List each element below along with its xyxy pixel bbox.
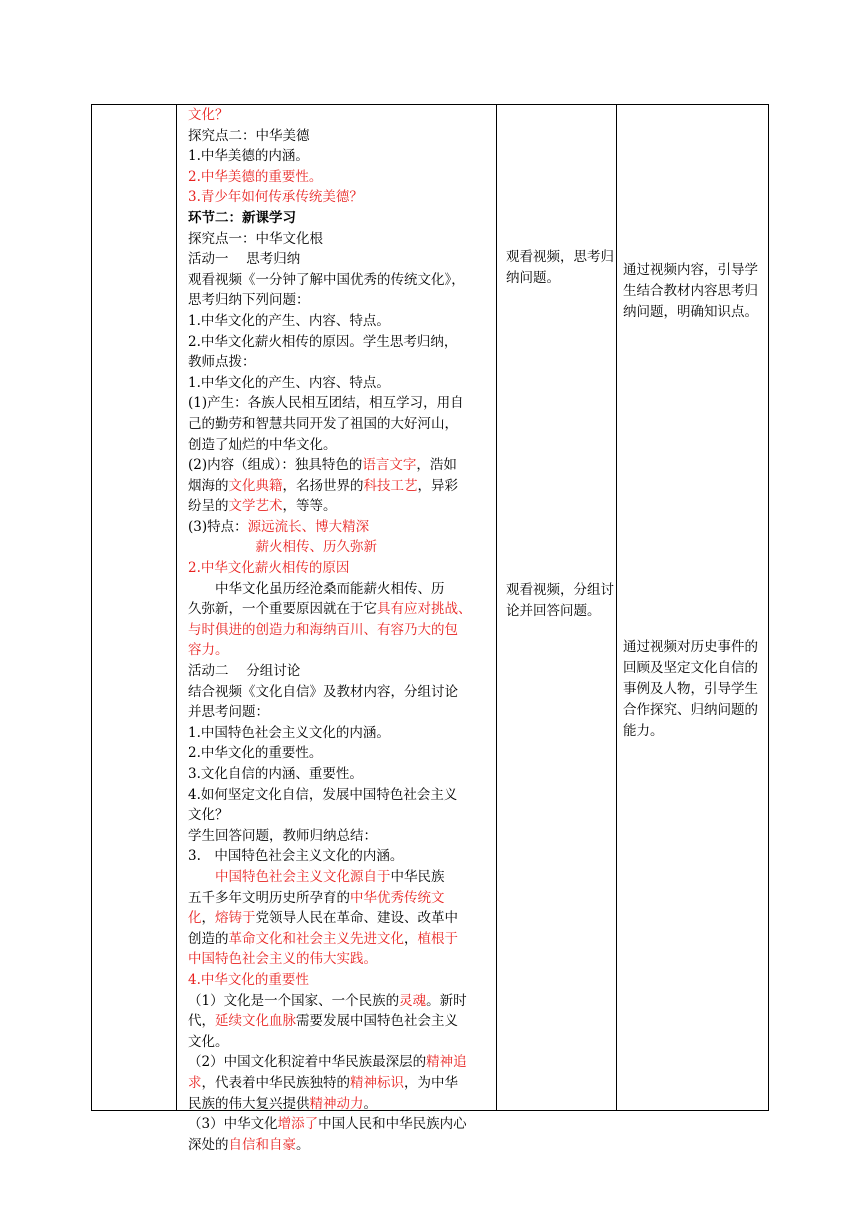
text-segment: ，浩如 — [416, 457, 457, 474]
content-line — [188, 826, 498, 847]
content-line — [188, 640, 498, 661]
content-line — [188, 311, 498, 332]
content-line — [188, 537, 498, 558]
content-line — [188, 867, 498, 888]
text-segment: (2)内容（组成）：独具特色的 — [188, 457, 363, 474]
text-segment: 中国特色社会主义的伟大实践。 — [188, 951, 377, 968]
text-segment: 革命文化和社会主义先进文化 — [228, 930, 404, 947]
text-segment: 1.中华美德的内涵。 — [188, 148, 309, 165]
content-line — [188, 517, 498, 538]
content-line — [188, 805, 498, 826]
text-segment: 活动二 分组讨论 — [188, 663, 301, 680]
text-segment: （3）中华文化 — [188, 1116, 278, 1133]
text-segment: 中华文化虽历经沧桑而能薪火相传、历 — [188, 580, 445, 597]
text-segment: 五千多年文明历史所孕育的 — [188, 889, 350, 906]
text-segment — [188, 539, 256, 555]
text-segment: 具有应对挑战、 — [377, 601, 472, 618]
student-activity-cell-1 — [506, 247, 614, 289]
content-line — [188, 352, 498, 373]
content-line — [188, 1052, 498, 1073]
text-segment: 1.中国特色社会主义文化的内涵。 — [188, 724, 390, 741]
text-segment: 科技工艺 — [363, 477, 418, 494]
column-divider-3 — [616, 105, 617, 1110]
text-segment: 创造了灿烂的中华文化。 — [188, 436, 337, 453]
text-segment: 1.中华文化的产生、内容、特点。 — [188, 312, 390, 329]
text-segment: 自信和自豪 — [228, 1136, 296, 1153]
text-segment: 代， — [188, 1013, 215, 1030]
content-line — [188, 949, 498, 970]
content-line — [188, 414, 498, 435]
content-line — [188, 991, 498, 1012]
text-segment: 与时俱进的创造力和海纳百川、有容乃大的包 — [188, 621, 458, 638]
content-line — [188, 579, 498, 600]
text-segment: 文化？ — [188, 107, 229, 123]
content-line — [188, 929, 498, 950]
text-segment: （2）中国文化积淀着中华民族最深层的 — [188, 1054, 427, 1071]
design-intent-text-1: 通过视频内容，引导学生结合教材内容思考归纳问题，明确知识点。 — [623, 262, 758, 320]
column-divider-1 — [176, 105, 177, 1110]
content-line — [188, 1094, 498, 1115]
text-segment: ，等等。 — [282, 498, 337, 515]
text-segment: 民族的伟大复兴提供 — [188, 1095, 310, 1112]
text-segment: 活动一 思考归纳 — [188, 251, 301, 268]
text-segment: 容力。 — [188, 642, 229, 659]
text-segment: ，异彩 — [417, 477, 458, 494]
text-segment: 4.中华文化的重要性 — [188, 971, 309, 988]
content-line — [188, 682, 498, 703]
text-segment: (1)产生：各族人民相互团结，相互学习，用自 — [188, 395, 464, 412]
content-line — [188, 599, 498, 620]
text-segment: 植根于 — [417, 930, 458, 947]
text-segment: 己的勤劳和智慧共同开发了祖国的大好河山， — [188, 415, 458, 432]
content-line — [188, 888, 498, 909]
text-segment — [188, 869, 215, 885]
content-line — [188, 908, 498, 929]
text-segment: ， — [404, 930, 418, 947]
text-segment: 结合视频《文化自信》及教材内容，分组讨论 — [188, 683, 458, 700]
text-segment: 文学艺术 — [228, 498, 283, 515]
text-segment: 精神追 — [426, 1054, 467, 1071]
text-segment: 。 — [296, 1136, 310, 1153]
content-line — [188, 661, 498, 682]
content-line — [188, 970, 498, 991]
design-intent-text-2: 通过视频对历史事件的回顾及坚定文化自信的事例及人物，引导学生合作探究、归纳问题的能力。 — [623, 639, 758, 739]
content-line — [188, 393, 498, 414]
content-line — [188, 558, 498, 579]
text-segment: 3. 中国特色社会主义文化的内涵。 — [188, 848, 404, 865]
content-line — [188, 167, 498, 188]
design-intent-cell-2 — [623, 637, 763, 742]
text-segment: 2.中华美德的重要性。 — [188, 168, 323, 185]
content-line — [188, 1011, 498, 1032]
text-segment: 烟海的 — [188, 477, 229, 494]
text-segment: 并思考问题： — [188, 704, 269, 721]
text-segment: 薪火相传、历久弥新 — [255, 539, 377, 556]
text-segment: 久弥新，一个重要原因就在于它 — [188, 601, 377, 618]
content-line — [188, 785, 498, 806]
text-segment: ，代表着中华民族独特的 — [201, 1074, 350, 1091]
text-segment: 深处的 — [188, 1136, 229, 1153]
text-segment: 3.文化自信的内涵、重要性。 — [188, 766, 363, 782]
text-segment: 4.如何坚定文化自信，发展中国特色社会主义 — [188, 786, 458, 803]
text-segment: 中华民族 — [390, 868, 445, 885]
content-line — [188, 270, 498, 291]
text-segment: （1）文化是一个国家、一个民族的 — [188, 992, 400, 1009]
content-line — [188, 373, 498, 394]
content-line — [188, 1114, 498, 1135]
text-segment: 观看视频《一分钟了解中国优秀的传统文化》， — [188, 271, 465, 288]
text-segment: 中华优秀传统文 — [350, 889, 445, 906]
content-line — [188, 620, 498, 641]
content-line — [188, 455, 498, 476]
text-segment: 2.中华文化薪火相传的原因。学生思考归纳， — [188, 333, 458, 350]
content-line — [188, 723, 498, 744]
text-segment: 语言文字 — [362, 457, 417, 474]
text-segment: 思考归纳下列问题： — [188, 292, 310, 309]
text-segment: 精神动力 — [309, 1095, 364, 1112]
text-segment: 教师点拨： — [188, 354, 256, 371]
student-activity-cell-2 — [506, 580, 614, 622]
text-segment: 纷呈的 — [188, 498, 229, 515]
text-segment: ， — [201, 910, 215, 927]
lesson-plan-table — [91, 104, 769, 1153]
content-line — [188, 146, 498, 167]
content-line — [188, 332, 498, 353]
content-line — [188, 208, 498, 229]
content-line — [188, 290, 498, 311]
text-segment: 2.中华文化薪火相传的原因 — [188, 560, 350, 577]
student-activity-text-2: 观看视频，分组讨论并回答问题。 — [506, 582, 614, 619]
text-segment: 增添了 — [277, 1116, 319, 1133]
design-intent-cell-1 — [623, 260, 763, 323]
content-line — [188, 1032, 498, 1053]
text-segment: 2.中华文化的重要性。 — [188, 745, 323, 762]
text-segment: 3.青少年如何传承传统美德？ — [188, 189, 363, 206]
content-line — [188, 764, 498, 785]
content-line — [188, 126, 498, 147]
content-line — [188, 702, 498, 723]
content-line — [188, 1135, 498, 1156]
text-segment: 化 — [188, 910, 202, 927]
text-segment: ，为中华 — [404, 1074, 458, 1091]
text-segment: 1.中华文化的产生、内容、特点。 — [188, 374, 390, 391]
content-line — [188, 435, 498, 456]
text-segment: 文化？ — [188, 807, 229, 824]
student-activity-text-1: 观看视频，思考归纳问题。 — [506, 249, 614, 286]
teacher-activity-cell — [188, 105, 498, 1155]
text-segment: 文化典籍 — [228, 477, 283, 494]
text-segment: 精神标识 — [350, 1074, 404, 1091]
text-segment: 。 — [363, 1095, 377, 1112]
text-segment: 需要发展中国特色社会主义 — [296, 1013, 458, 1030]
text-segment: 文化。 — [188, 1033, 229, 1050]
text-segment: 党领导人民在革命、建设、改革中 — [255, 910, 458, 927]
text-segment: 探究点二：中华美德 — [188, 127, 310, 144]
text-segment: 创造的 — [188, 930, 229, 947]
content-line — [188, 187, 498, 208]
text-segment: 源远流长、博大精深 — [247, 518, 370, 535]
text-segment: 灵魂 — [399, 992, 427, 1009]
content-line — [188, 105, 498, 126]
text-segment: 探究点一：中华文化根 — [188, 230, 323, 247]
text-segment: 。新时 — [426, 992, 467, 1009]
content-line — [188, 476, 498, 497]
text-segment: 熔铸于 — [215, 910, 256, 927]
text-segment: 学生回答问题，教师归纳总结： — [188, 827, 377, 844]
content-line — [188, 249, 498, 270]
text-segment: (3)特点： — [188, 518, 248, 535]
content-line — [188, 229, 498, 250]
content-line — [188, 743, 498, 764]
text-segment: ，名扬世界的 — [282, 477, 364, 494]
text-segment: 中国人民和中华民族内心 — [318, 1116, 467, 1133]
text-segment: 中国特色社会主义文化源自于 — [215, 868, 391, 885]
text-segment: 延续文化血脉 — [215, 1013, 296, 1030]
content-line — [188, 1073, 498, 1094]
text-segment: 求 — [188, 1074, 202, 1091]
text-segment: 环节二：新课学习 — [188, 209, 296, 226]
content-line — [188, 496, 498, 517]
content-line — [188, 846, 498, 867]
